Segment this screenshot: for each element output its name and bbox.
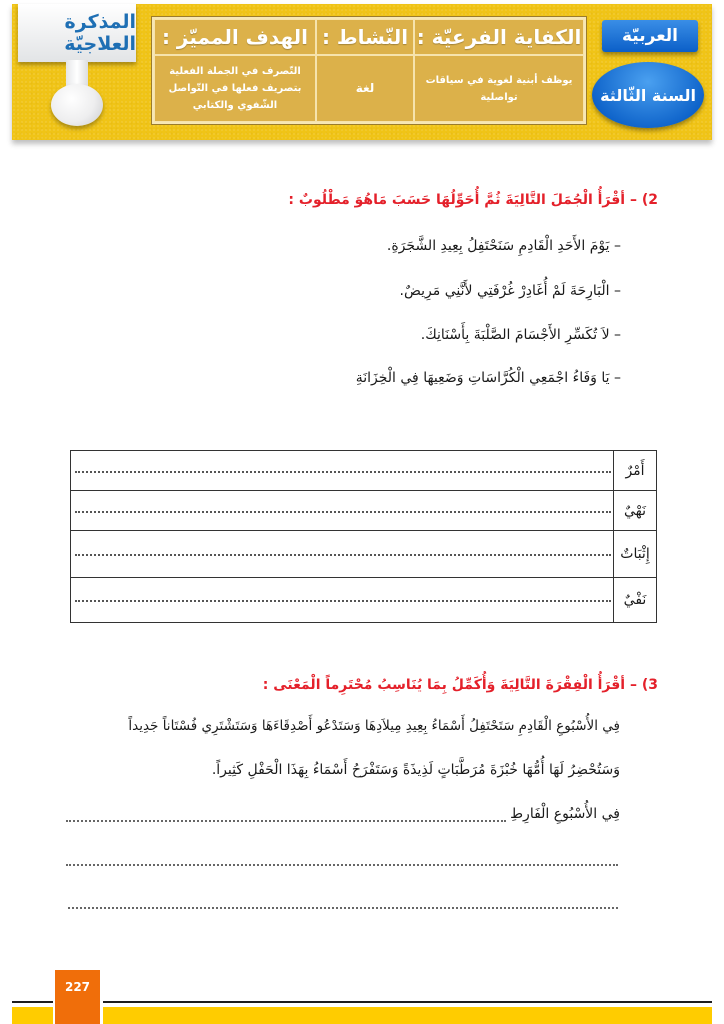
footer-rule-right bbox=[103, 1001, 712, 1003]
answer-line-3[interactable] bbox=[68, 907, 618, 909]
remedial-notebook-tag bbox=[18, 4, 136, 62]
answer-prompt: فِي الأُسْبُوعِ الْفَارِطِ bbox=[510, 806, 620, 822]
dotted-line bbox=[75, 471, 611, 473]
dotted-line bbox=[75, 511, 611, 513]
row-label: إِثْبَاتٌ bbox=[614, 531, 657, 578]
paragraph-line-1: فِي الأُسْبُوعِ الْقَادِمِ سَتَحْتَفِلُ أَسْمَاءُ بِعِيدِ مِيلاَدِهَا وَسَتَدْعُو أَصْدِقَاءَهَا وَسَتَشْتَرِي فُسْتَاناً جَدِيداً bbox=[128, 718, 620, 734]
paragraph-line-2: وَسَتُحْضِرُ لَهَا أُمُّهَا خُبْزَةَ مُرَطَّبَاتٍ لَذِيذَةً وَسَتَفْرَحُ أَسْمَاءُ بِهَذَا الْحَفْلِ كَثِيراً. bbox=[211, 762, 620, 778]
footer-rule-left bbox=[12, 1001, 53, 1003]
table-row bbox=[71, 491, 657, 531]
answer-line-1[interactable] bbox=[66, 820, 506, 822]
answer-cell-nafy[interactable] bbox=[71, 578, 614, 623]
answer-cell-nahy[interactable] bbox=[71, 491, 614, 531]
activity-body bbox=[316, 55, 414, 122]
row-label: أَمْرٌ bbox=[614, 451, 657, 491]
answer-line-2[interactable] bbox=[66, 864, 618, 866]
table-row bbox=[71, 578, 657, 623]
tag-title: المذكرة العلاجيّة bbox=[64, 11, 136, 55]
table-row bbox=[71, 531, 657, 578]
sentence-1: – يَوْمَ الأَحَدِ الْقَادِمِ سَنَحْتَفِلُ بِعِيدِ الشَّجَرَةِ. bbox=[386, 238, 621, 254]
goal-heading bbox=[154, 19, 316, 55]
transform-table bbox=[70, 450, 657, 623]
goal-heading-text: الهدف المميّز : bbox=[161, 25, 309, 49]
row-label: نَفْيٌ bbox=[614, 578, 657, 623]
info-grid bbox=[152, 17, 586, 124]
sentence-4: – يَا وَفَاءُ اجْمَعِي الْكُرَّاسَاتِ وَضَعِيهَا فِي الْخِزَانَةِ bbox=[355, 370, 621, 386]
activity-heading bbox=[316, 19, 414, 55]
competency-body-text: يوظف أبنية لغوية في سياقات تواصلية bbox=[425, 74, 573, 103]
activity-heading-text: النّشاط : bbox=[321, 25, 409, 49]
dotted-line bbox=[75, 600, 611, 602]
footer-band-right bbox=[103, 1007, 712, 1024]
footer-band-left bbox=[12, 1007, 53, 1024]
exercise-3-title: 3) – أقْرَأُ الْفِقْرَةَ التَّالِيَةَ وَأُكَمِّلُ بِمَا يُنَاسِبُ مُحْتَرِماً الْمَعْنَى : bbox=[262, 677, 658, 693]
competency-heading bbox=[414, 19, 584, 55]
subject-badge: العربيّة bbox=[602, 20, 698, 52]
table-row bbox=[71, 451, 657, 491]
tag-ball bbox=[51, 84, 103, 126]
page-number: 227 bbox=[55, 970, 100, 1024]
exercise-2-title: 2) – أقْرَأُ الْجُمَلَ التَّالِيَةَ ثُمَّ أُحَوِّلُهَا حَسَبَ مَاهُوَ مَطْلُوبٌ : bbox=[288, 192, 658, 208]
competency-body bbox=[414, 55, 584, 122]
row-label: نَهْيٌ bbox=[614, 491, 657, 531]
answer-cell-amr[interactable] bbox=[71, 451, 614, 491]
year-badge: السنة الثّالثة bbox=[592, 62, 704, 128]
goal-body-text: التّصرف في الجملة الفعلية بتصريف فعلها في التّواصل الشّفوي والكتابي bbox=[168, 66, 302, 111]
goal-body bbox=[154, 55, 316, 122]
sentence-2: – الْبَارِحَةَ لَمْ أُغَادِرْ غُرْفَتِي لأَنَّنِي مَرِيضٌ. bbox=[399, 283, 621, 299]
competency-heading-text: الكفاية الفرعيّة : bbox=[416, 25, 582, 49]
activity-body-text: لغة bbox=[355, 81, 375, 95]
sentence-3: – لاَ تُكَسِّرِ الأَجْسَامَ الصَّلْبَةَ بِأَسْنَانِكَ. bbox=[420, 327, 621, 343]
dotted-line bbox=[75, 554, 611, 556]
answer-cell-ithbat[interactable] bbox=[71, 531, 614, 578]
